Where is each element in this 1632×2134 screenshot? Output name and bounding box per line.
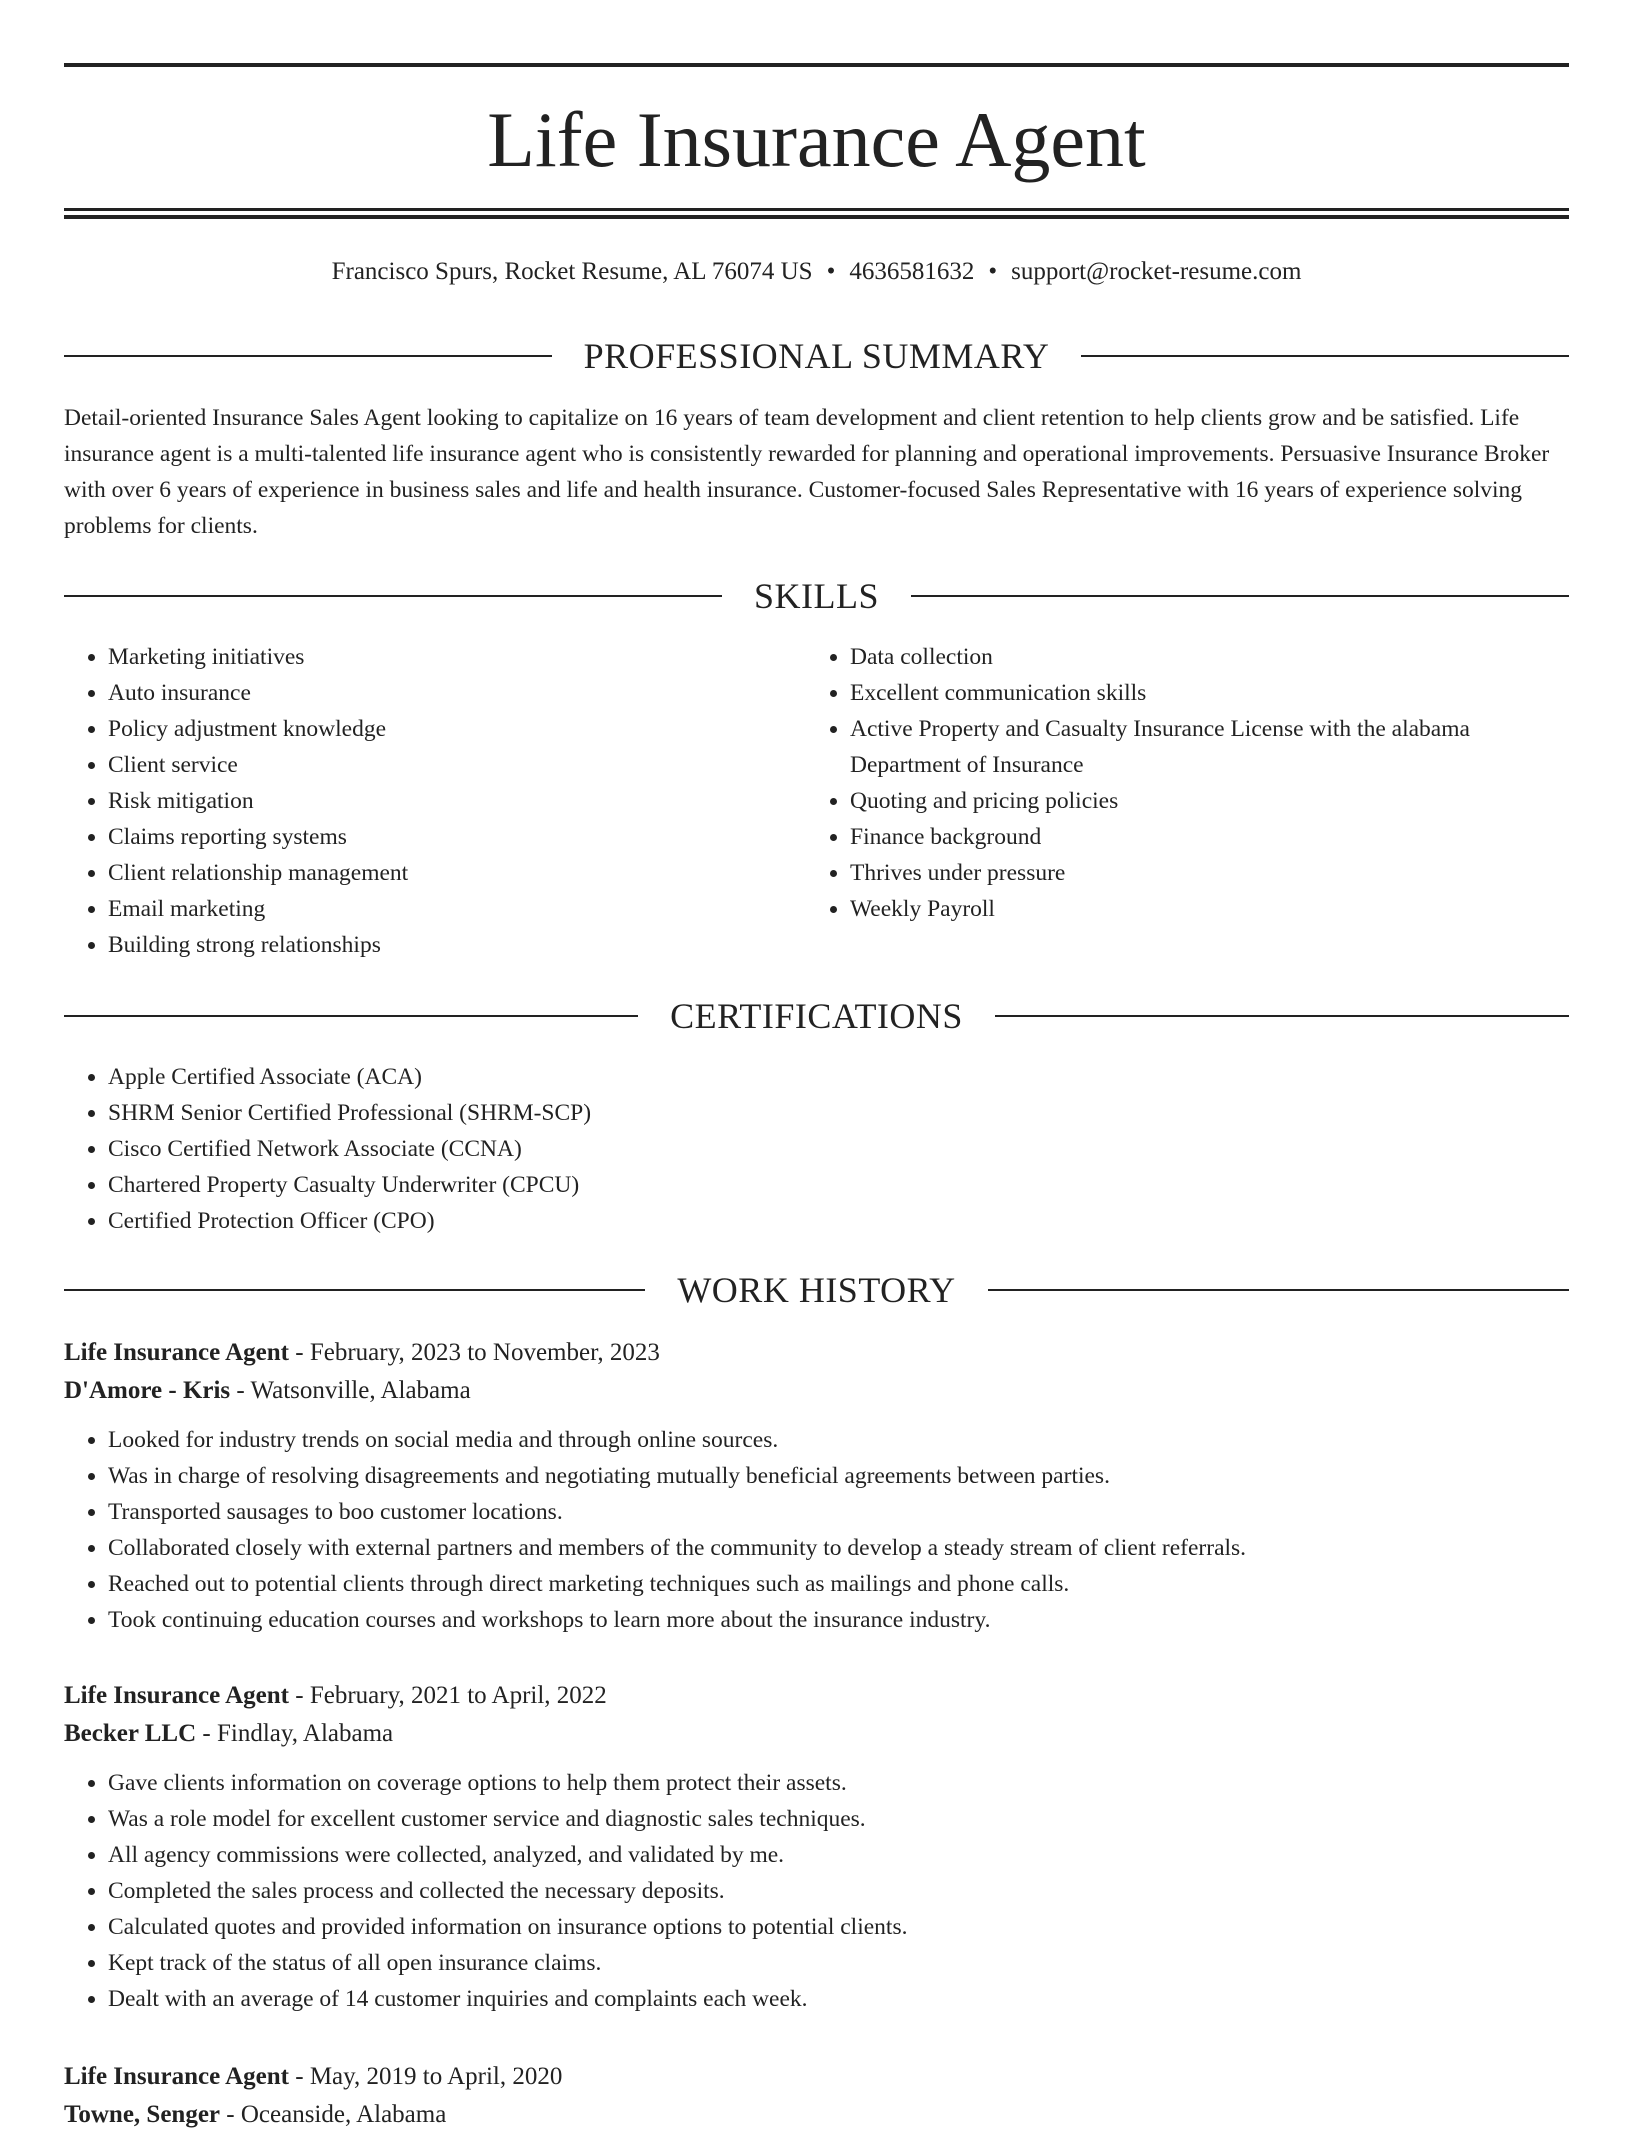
- certification-item: • Chartered Property Casualty Underwriter (CPCU): [108, 1167, 1569, 1203]
- certification-item: • Apple Certified Associate (ACA): [108, 1059, 1569, 1095]
- heading-rule: [64, 355, 552, 357]
- job-bullet: • All agency commissions were collected, analyzed, and validated by me.: [108, 1837, 1569, 1873]
- certifications-list: [64, 1059, 1569, 1239]
- skill-item: • Finance background: [850, 819, 1569, 855]
- skills-heading: [64, 574, 1569, 618]
- contact-address: Francisco Spurs, Rocket Resume, AL 76074 US: [331, 258, 813, 285]
- job-bullet: • Completed the sales process and collected the necessary deposits.: [108, 1873, 1569, 1909]
- summary-heading-label: PROFESSIONAL SUMMARY: [583, 336, 1050, 376]
- skill-item: • Policy adjustment knowledge: [108, 711, 764, 747]
- skill-item: • Risk mitigation: [108, 783, 764, 819]
- job-bullet: • Dealt with an average of 14 customer inquiries and complaints each week.: [108, 1981, 1569, 2017]
- job-company: D'Amore - Kris: [64, 1377, 231, 1404]
- heading-rule: [988, 1289, 1569, 1291]
- top-rule: [64, 63, 1569, 67]
- work-history-heading-label: WORK HISTORY: [677, 1270, 956, 1310]
- heading-rule: [64, 1015, 638, 1017]
- summary-heading: [64, 334, 1569, 378]
- certification-item: • Cisco Certified Network Associate (CCNA): [108, 1131, 1569, 1167]
- heading-rule: [64, 595, 722, 597]
- document-title: Life Insurance Agent: [487, 96, 1146, 183]
- skill-item: • Email marketing: [108, 891, 764, 927]
- skill-item: • Marketing initiatives: [108, 639, 764, 675]
- job-company: Towne, Senger: [64, 2101, 221, 2128]
- job-bullet: • Reached out to potential clients through direct marketing techniques such as mailings and phone calls.: [108, 1566, 1569, 1602]
- job-company-line: [64, 1372, 1569, 1410]
- job-bullet: • Took continuing education courses and workshops to learn more about the insurance industry.: [108, 1602, 1569, 1638]
- skill-item: • Auto insurance: [108, 675, 764, 711]
- job-bullet: • Looked for industry trends on social media and through online sources.: [108, 1422, 1569, 1458]
- skill-item: • Active Property and Casualty Insurance License with the alabama Department of Insurance: [850, 711, 1569, 783]
- contact-separator: •: [988, 258, 998, 285]
- job-location: - Oceanside, Alabama: [220, 2101, 447, 2128]
- skill-item: • Weekly Payroll: [850, 891, 1569, 927]
- job-bullet: • Gave clients information on coverage options to help them protect their assets.: [108, 1765, 1569, 1801]
- skills-right-column: [806, 639, 1569, 927]
- skills-left-column: [64, 639, 764, 963]
- job-company-line: [64, 2096, 1569, 2134]
- skill-item: • Client relationship management: [108, 855, 764, 891]
- job-role-line: [64, 2058, 1569, 2096]
- skill-item: • Thrives under pressure: [850, 855, 1569, 891]
- job-location: - Watsonville, Alabama: [230, 1377, 471, 1404]
- job-role: Life Insurance Agent: [64, 1339, 289, 1366]
- work-history-heading: [64, 1268, 1569, 1312]
- skill-item: • Data collection: [850, 639, 1569, 675]
- heading-rule: [995, 1015, 1569, 1017]
- job-bullet: • Collaborated closely with external partners and members of the community to develop a steady stream of client referrals.: [108, 1530, 1569, 1566]
- job-bullets: [64, 1422, 1569, 1638]
- skill-item: • Client service: [108, 747, 764, 783]
- job-role: Life Insurance Agent: [64, 1682, 289, 1709]
- title-rule-lower: [64, 215, 1569, 219]
- heading-rule: [64, 1289, 645, 1291]
- job-entry: [64, 1334, 1569, 1638]
- job-bullet: • Was a role model for excellent customer service and diagnostic sales techniques.: [108, 1801, 1569, 1837]
- certification-item: • SHRM Senior Certified Professional (SHRM-SCP): [108, 1095, 1569, 1131]
- job-location: - Findlay, Alabama: [196, 1720, 394, 1747]
- skill-item: • Building strong relationships: [108, 927, 764, 963]
- job-bullet: • Transported sausages to boo customer locations.: [108, 1494, 1569, 1530]
- job-dates: - May, 2019 to April, 2020: [289, 2063, 563, 2090]
- job-dates: - February, 2023 to November, 2023: [289, 1339, 660, 1366]
- contact-separator: •: [826, 258, 836, 285]
- skill-item: • Excellent communication skills: [850, 675, 1569, 711]
- job-entry: [64, 1677, 1569, 2017]
- heading-rule: [911, 595, 1569, 597]
- contact-line: [64, 254, 1569, 290]
- job-bullets: [64, 1765, 1569, 2017]
- heading-rule: [1081, 355, 1569, 357]
- job-dates: - February, 2021 to April, 2022: [289, 1682, 607, 1709]
- contact-phone: 4636581632: [849, 258, 975, 285]
- title-rule-upper: [64, 208, 1569, 211]
- skill-item: • Quoting and pricing policies: [850, 783, 1569, 819]
- job-role-line: [64, 1677, 1569, 1715]
- job-bullet: • Kept track of the status of all open insurance claims.: [108, 1945, 1569, 1981]
- skill-item: • Claims reporting systems: [108, 819, 764, 855]
- job-role-line: [64, 1334, 1569, 1372]
- job-company-line: [64, 1715, 1569, 1753]
- job-entry: [64, 2058, 1569, 2134]
- job-company: Becker LLC: [64, 1720, 197, 1747]
- summary-text: Detail-oriented Insurance Sales Agent looking to capitalize on 16 years of team development and client retention to help clients grow and be satisfied. Life insurance agent is a multi-talented life insurance agent who is consistently rewarded for planning and operational improvements. Persuasive Insurance Broker with over 6 years of experience in business sales and life and health insurance. Customer-focused Sales Representative with 16 years of experience solving problems for clients.: [64, 405, 1550, 539]
- contact-email: support@rocket-resume.com: [1011, 258, 1302, 285]
- certifications-heading-label: CERTIFICATIONS: [670, 996, 963, 1036]
- job-role: Life Insurance Agent: [64, 2063, 289, 2090]
- skills-heading-label: SKILLS: [754, 576, 880, 616]
- certifications-heading: [64, 994, 1569, 1038]
- job-bullet: • Calculated quotes and provided information on insurance options to potential clients.: [108, 1909, 1569, 1945]
- job-bullet: • Was in charge of resolving disagreements and negotiating mutually beneficial agreements between parties.: [108, 1458, 1569, 1494]
- certification-item: • Certified Protection Officer (CPO): [108, 1203, 1569, 1239]
